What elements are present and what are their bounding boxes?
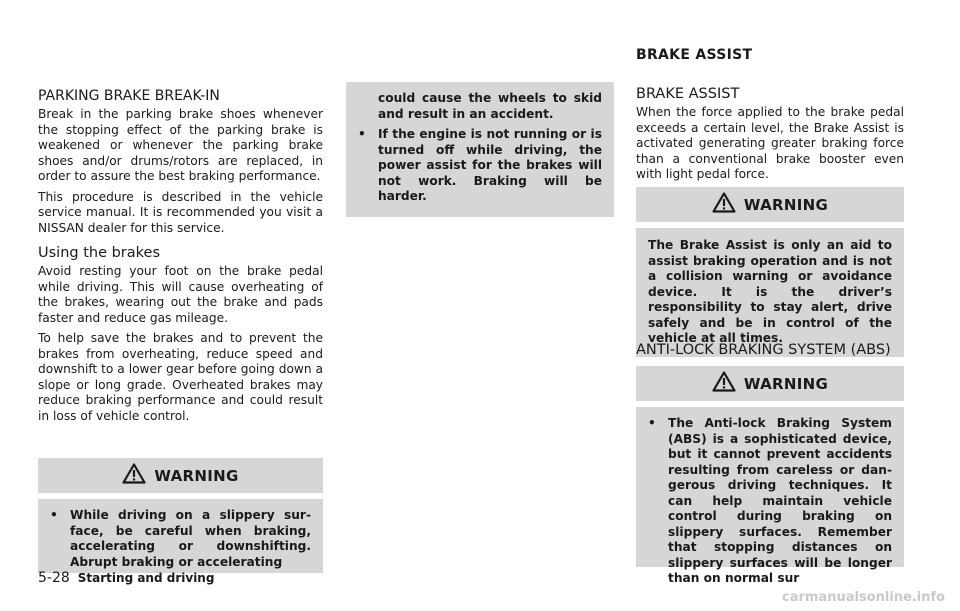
- middle-warning-bullet-text: If the engine is not running or is turned off while driving, the power assist for the brakes will not work. Braking will be harder.: [378, 127, 602, 203]
- using-brakes-paragraph-2: To help save the brakes and to prevent the brakes from overheating, reduce speed and downshift to a lower gear before going down a slope or long grade. Overheated brakes may reduce braking performance and could result in loss of vehicle control.: [38, 331, 323, 423]
- parking-brake-paragraph-2: This procedure is described in the vehicle service manual. It is recommended you visit a NISSAN dealer for this service.: [38, 189, 323, 235]
- right-warning-box-1: [636, 187, 904, 357]
- left-warning-box: [38, 458, 323, 573]
- page-footer: [38, 570, 214, 586]
- page-number: 5-28: [38, 570, 70, 586]
- right-warning-1-title: WARNING: [743, 195, 829, 214]
- right-warning-2-header: [636, 366, 904, 401]
- using-brakes-paragraph-1: Avoid resting your foot on the brake pedal while driving. This will cause overheating of the brakes, wearing out the brake and pads faster and reduce gas mileage.: [38, 264, 323, 325]
- bullet: •: [50, 508, 58, 522]
- left-warning-body: [38, 499, 323, 573]
- right-warning-2-text: The Anti-lock Braking System (ABS) is a sophisticated device, but it cannot prevent accidents resulting from careless or dangerous driving techniques. It can help maintain vehicle control during braking on slippery surfaces. Remember that stopping distances on slippery surfaces will be longer than on normal sur: [668, 416, 892, 585]
- bullet: •: [648, 416, 656, 430]
- middle-warning-continued-text: could cause the wheels to skid and result in an accident.: [378, 91, 602, 121]
- abs-heading: ANTI-LOCK BRAKING SYSTEM (ABS): [636, 342, 891, 358]
- right-warning-1-header: [636, 187, 904, 222]
- warning-triangle-icon: [712, 192, 736, 217]
- parking-brake-heading: PARKING BRAKE BREAK-IN: [38, 88, 220, 104]
- watermark: carmanualsonline.info: [782, 590, 946, 605]
- warning-triangle-icon: [122, 463, 146, 488]
- left-warning-header: [38, 458, 323, 493]
- using-brakes-heading: Using the brakes: [38, 245, 161, 261]
- brake-assist-heading: BRAKE ASSIST: [636, 86, 740, 102]
- left-warning-text: While driving on a slippery surface, be careful when braking, accelerating or downshifting. Abrupt braking or accelerating: [70, 508, 311, 569]
- right-warning-1-body: [636, 228, 904, 357]
- bullet: •: [358, 127, 366, 141]
- brake-assist-paragraph: When the force applied to the brake pedal exceeds a certain level, the Brake Assist is activated generating greater braking force than a conventional brake booster even with light pedal force.: [636, 105, 904, 181]
- left-warning-title: WARNING: [154, 466, 239, 485]
- right-warning-2-body: [636, 407, 904, 585]
- right-warning-1-text: The Brake Assist is only an aid to assist braking operation and is not a collision warning or avoidance device. It is the driver’s responsibility to stay alert, drive safely and be in control of the vehicle at all times.: [648, 238, 892, 345]
- right-warning-box-2: [636, 366, 904, 585]
- section-title: BRAKE ASSIST: [636, 47, 753, 63]
- parking-brake-paragraph-1: Break in the parking brake shoes whenever the stopping effect of the parking brake is weakened or whenever the parking brake shoes and/or drums/rotors are replaced, in order to assure the best braking performance.: [38, 107, 323, 183]
- middle-warning-body: [346, 82, 614, 217]
- warning-triangle-icon: [712, 371, 736, 396]
- right-warning-2-title: WARNING: [743, 374, 829, 393]
- chapter-title: Starting and driving: [77, 571, 215, 585]
